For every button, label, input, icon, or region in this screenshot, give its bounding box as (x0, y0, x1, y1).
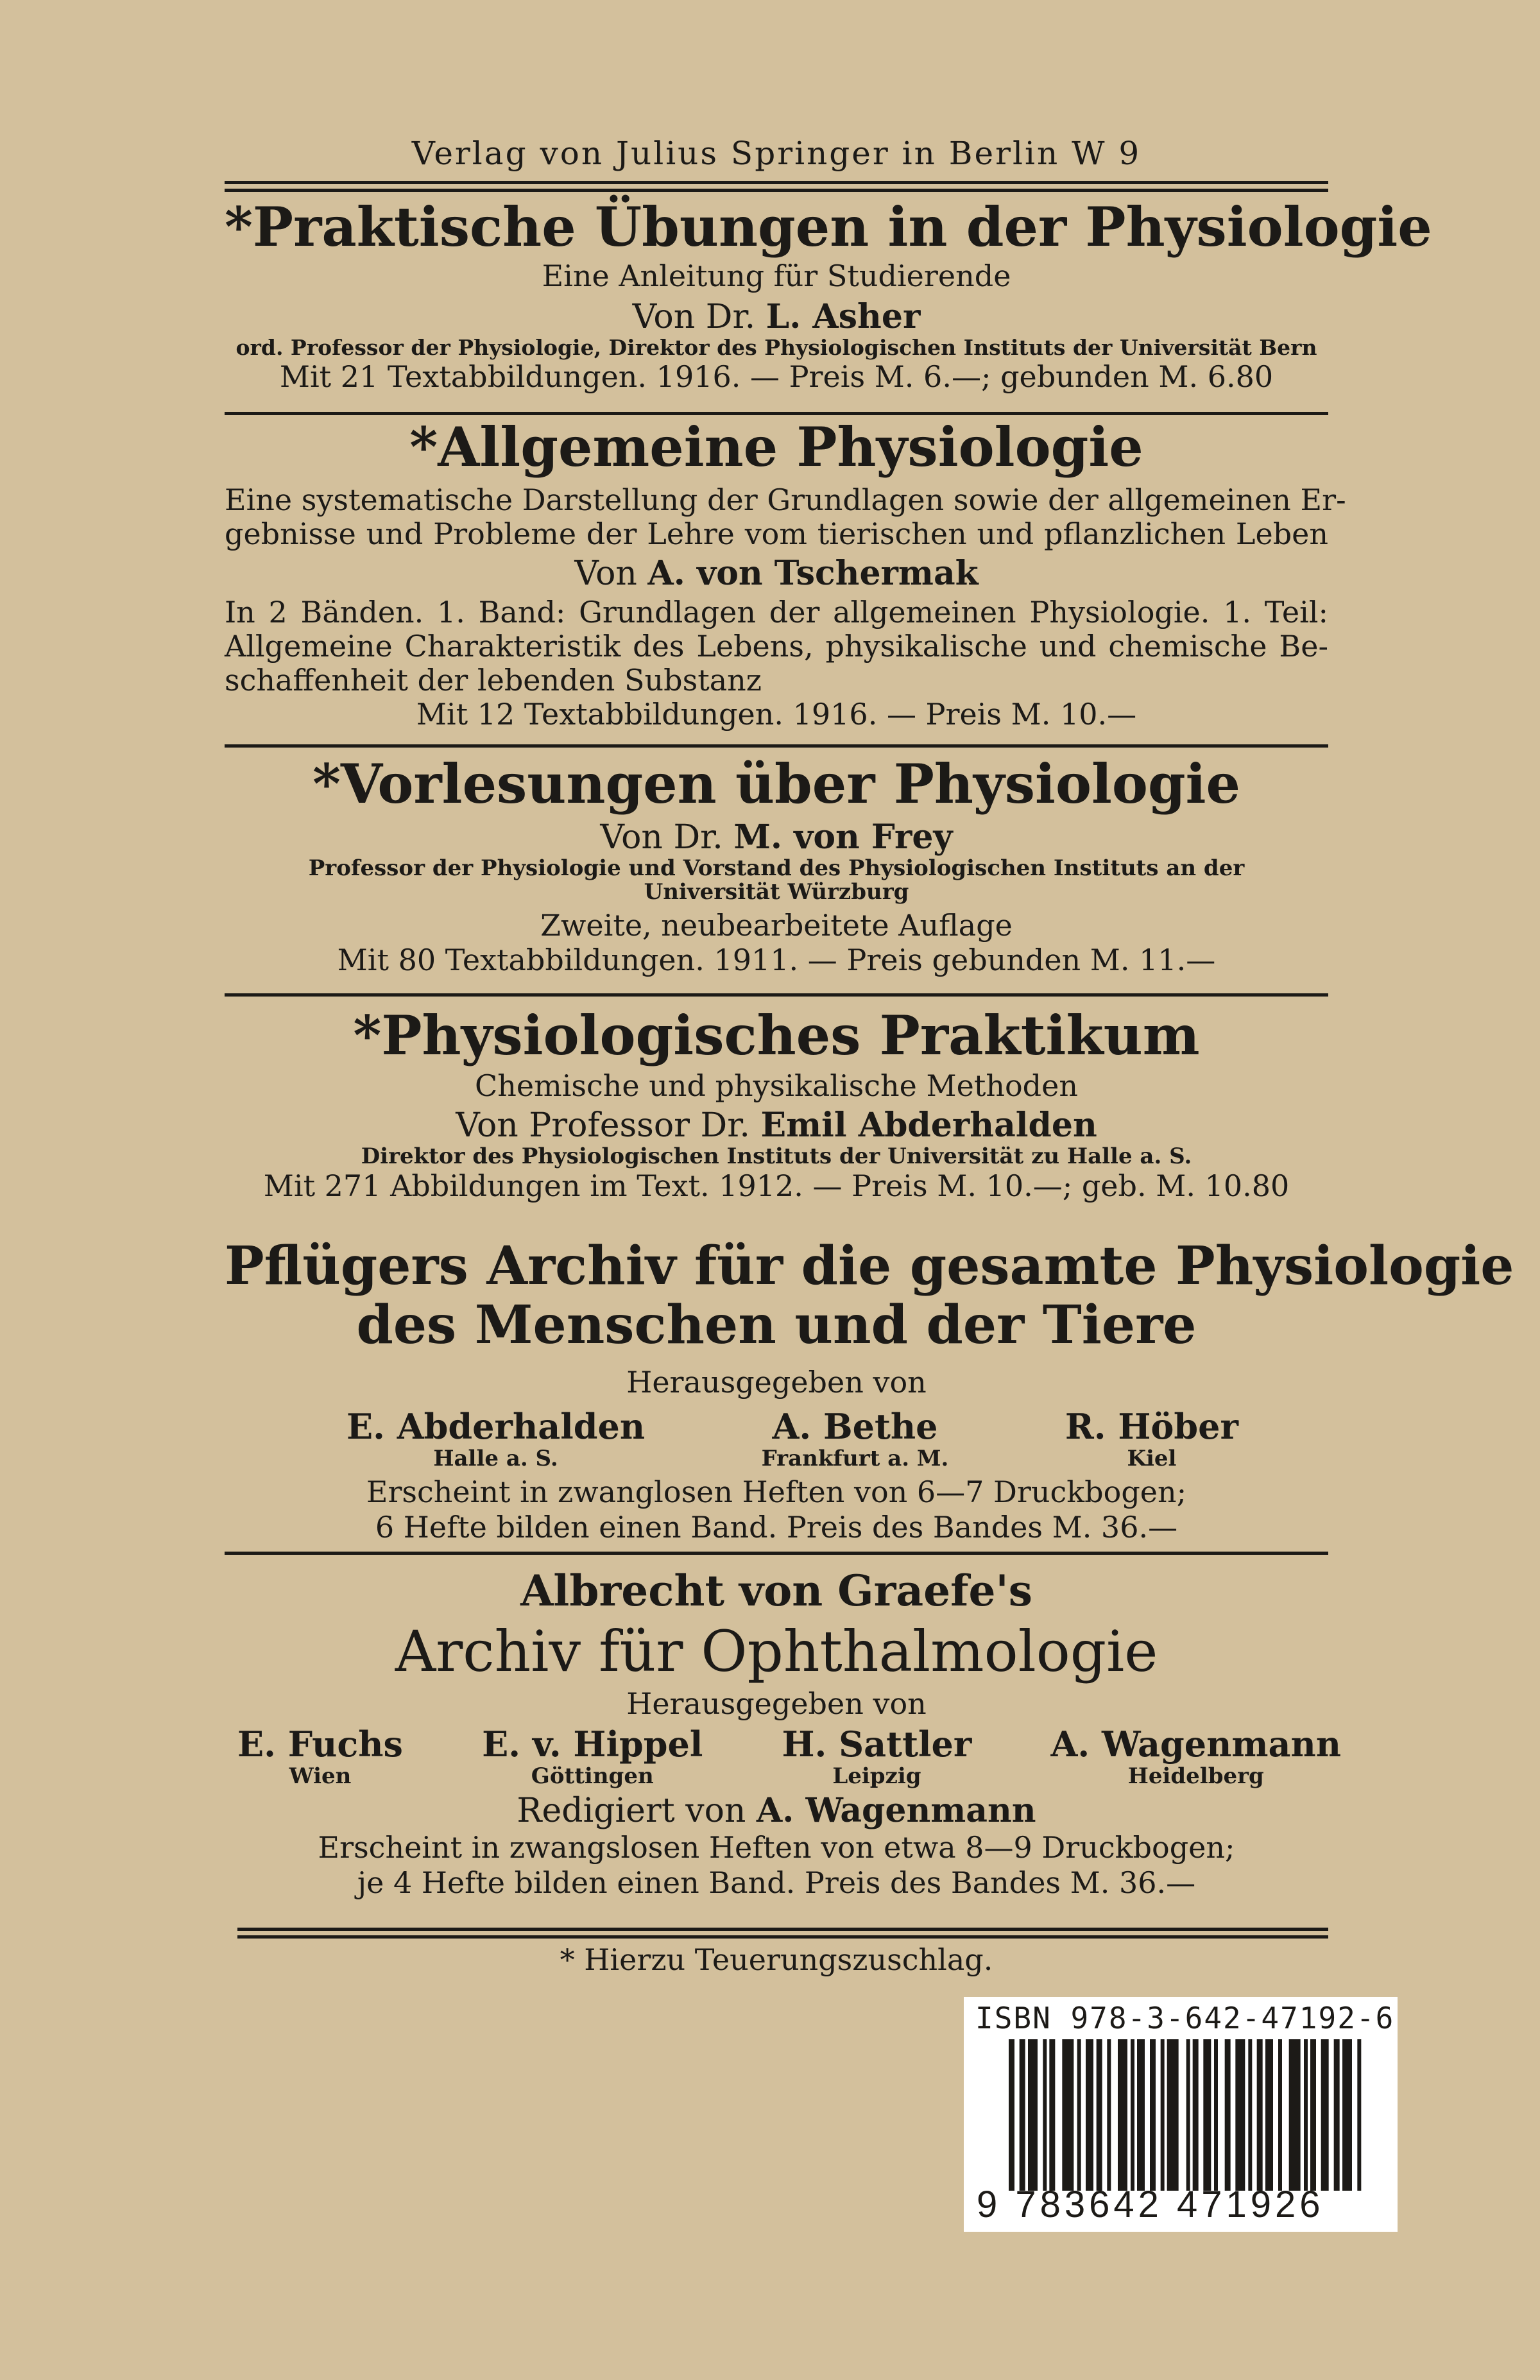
rule-2 (225, 744, 1328, 748)
barcode-bar (1257, 2039, 1263, 2191)
editor-city: Kiel (1127, 1445, 1177, 1471)
barcode-bar (1062, 2039, 1074, 2191)
barcode-bar (1049, 2039, 1055, 2191)
author-name: L. Asher (766, 296, 921, 336)
editor-name: H. Sattler (782, 1723, 972, 1765)
book-affiliation: Direktor des Physiologischen Instituts der Universität zu Halle a. S. (361, 1143, 1192, 1169)
barcode-bar (1167, 2039, 1179, 2191)
isbn-label: ISBN 978-3-642-47192-6 (975, 2001, 1395, 2035)
editor-name: E. Abderhalden (346, 1405, 646, 1447)
editor (782, 1724, 972, 1788)
book-title: *Praktische Übungen in der Physiologie (225, 195, 1432, 259)
editor (346, 1406, 645, 1471)
editor-label: Herausgegeben von (626, 1686, 927, 1721)
editor-city: Göttingen (531, 1763, 654, 1789)
barcode-bar (1131, 2039, 1134, 2191)
barcode-bar (1043, 2039, 1047, 2191)
barcode-bar (1077, 2039, 1081, 2191)
book-desc-1: Eine systematische Darstellung der Grundlagen sowie der allgemeinen Er- (225, 483, 1346, 517)
author-name: Emil Abderhalden (760, 1105, 1097, 1145)
editor (1065, 1406, 1238, 1471)
book-author-line (225, 554, 1328, 593)
barcode-bar (1028, 2039, 1038, 2191)
barcode-bar (1161, 2039, 1165, 2191)
barcode-bar (1097, 2039, 1102, 2191)
barcode-bar (1310, 2039, 1316, 2191)
journal-title-2: des Menschen und der Tiere (356, 1294, 1197, 1356)
barcode-bar (1086, 2039, 1093, 2191)
editor-name: E. v. Hippel (482, 1723, 703, 1765)
isbn-digits: 9 783642 471926 (977, 2184, 1324, 2225)
barcode-bar (1342, 2039, 1352, 2191)
book-title: *Vorlesungen über Physiologie (312, 752, 1240, 816)
book-2 (225, 415, 1346, 733)
book-author-line (225, 818, 1328, 857)
bottom-double-rule (237, 1928, 1328, 1939)
rule-3 (225, 993, 1328, 997)
barcode-bar (1289, 2039, 1301, 2191)
barcode-bar (1186, 2039, 1190, 2191)
editor (762, 1406, 949, 1471)
publisher-line: Verlag von Julius Springer in Berlin W 9 (411, 135, 1142, 172)
journal-graefe (225, 1566, 1341, 1901)
editor (482, 1724, 703, 1788)
editor-city: Wien (289, 1763, 352, 1789)
barcode-bar (1265, 2039, 1273, 2191)
rule-4 (225, 1552, 1328, 1555)
barcode-bar (1304, 2039, 1308, 2191)
book-volume-1: In 2 Bänden. 1. Band: Grundlagen der allgemeinen Physiologie. 1. Teil: (225, 594, 1328, 629)
editor-row (225, 1400, 1328, 1471)
isbn-barcode-box (964, 1997, 1398, 2232)
book-title: *Allgemeine Physiologie (409, 415, 1143, 479)
book-price: Mit 21 Textabbildungen. 1916. — Preis M. 6.—; gebunden M. 6.80 (279, 359, 1274, 395)
editor-city: Halle a. S. (433, 1445, 558, 1471)
barcode-bar (1009, 2039, 1014, 2191)
journal-title-1: Albrecht von Graefe's (520, 1566, 1032, 1616)
book-volume-2: Allgemeine Charakteristik des Lebens, physikalische und chemische Be- (225, 628, 1328, 663)
author-prefix: Von Professor Dr. (456, 1106, 750, 1145)
barcode-bar (1118, 2039, 1127, 2191)
journal-title-2: Archiv für Ophthalmologie (395, 1618, 1158, 1684)
barcode-bar (1321, 2039, 1329, 2191)
editor-name: A. Wagenmann (1050, 1723, 1341, 1765)
barcode-bar (1334, 2039, 1340, 2191)
journal-pflueger (225, 1235, 1514, 1545)
author-name: A. von Tschermak (647, 553, 979, 593)
redaction-prefix: Redigiert von (517, 1792, 746, 1831)
barcode-bar (1248, 2039, 1252, 2191)
book-desc-2: gebnisse und Probleme der Lehre vom tierischen und pflanzlichen Leben (225, 516, 1328, 551)
journal-info-1: Erscheint in zwanglosen Heften von 6—7 Druckbogen; (366, 1474, 1187, 1509)
book-author-line (225, 1106, 1328, 1145)
author-prefix: Von Dr. (600, 818, 723, 857)
journal-title-1: Pflügers Archiv für die gesamte Physiologie (225, 1235, 1514, 1297)
barcode-bar (1203, 2039, 1211, 2191)
footnote: * Hierzu Teuerungszuschlag. (560, 1942, 993, 1977)
book-4 (225, 1004, 1328, 1204)
book-price: Mit 80 Textabbildungen. 1911. — Preis gebunden M. 11.— (337, 942, 1216, 977)
barcode-bar (1278, 2039, 1282, 2191)
author-prefix: Von (574, 554, 637, 593)
author-prefix: Von Dr. (632, 297, 756, 336)
author-name: M. von Frey (733, 818, 953, 857)
journal-info-2: 6 Hefte bilden einen Band. Preis des Bandes M. 36.— (375, 1510, 1178, 1545)
editor (237, 1724, 403, 1788)
book-subtitle: Chemische und physikalische Methoden (475, 1068, 1078, 1103)
book-affiliation: ord. Professor der Physiologie, Direktor des Physiologischen Instituts der Universität Bern (235, 334, 1317, 360)
barcode-bar (1150, 2039, 1156, 2191)
editor-name: R. Höber (1065, 1405, 1238, 1447)
editor-city: Frankfurt a. M. (761, 1445, 949, 1471)
book-3 (225, 752, 1328, 978)
book-price: Mit 12 Textabbildungen. 1916. — Preis M. 10.— (416, 697, 1137, 732)
book-price: Mit 271 Abbildungen im Text. 1912. — Preis M. 10.—; geb. M. 10.80 (263, 1169, 1290, 1204)
book-edition: Zweite, neubearbeitete Auflage (540, 907, 1013, 943)
book-1 (225, 195, 1432, 395)
editor-city: Leipzig (832, 1763, 921, 1789)
redaction-line (225, 1791, 1328, 1830)
editor-row (225, 1721, 1341, 1788)
book-title: *Physiologisches Praktikum (353, 1004, 1200, 1067)
journal-info-2: je 4 Hefte bilden einen Band. Preis des Bandes M. 36.— (357, 1865, 1196, 1901)
editor-city: Heidelberg (1127, 1763, 1264, 1789)
journal-info-1: Erscheint in zwangslosen Heften von etwa 8—9 Druckbogen; (318, 1830, 1235, 1865)
barcode-bar (1020, 2039, 1025, 2191)
barcode-bar (1137, 2039, 1145, 2191)
barcode-icon (1009, 2039, 1368, 2191)
barcode-bar (1225, 2039, 1231, 2191)
editor (1051, 1724, 1341, 1788)
barcode-bar (1193, 2039, 1199, 2191)
barcode-bar (1235, 2039, 1245, 2191)
book-subtitle: Eine Anleitung für Studierende (542, 259, 1011, 293)
editor-name: E. Fuchs (237, 1723, 403, 1765)
book-affiliation-2: Universität Würzburg (644, 879, 909, 905)
barcode-bar (1214, 2039, 1218, 2191)
book-affiliation-1: Professor der Physiologie und Vorstand des Physiologischen Instituts an der (308, 855, 1245, 881)
barcode-bar (1107, 2039, 1111, 2191)
book-volume-3: schaffenheit der lebenden Substanz (225, 662, 762, 698)
editor-label: Herausgegeben von (626, 1364, 927, 1400)
top-double-rule (225, 181, 1328, 192)
editor-name: A. Bethe (772, 1405, 938, 1447)
redaction-name: A. Wagenmann (756, 1791, 1036, 1831)
book-author-line (225, 297, 1328, 336)
barcode-bar (1357, 2039, 1361, 2191)
